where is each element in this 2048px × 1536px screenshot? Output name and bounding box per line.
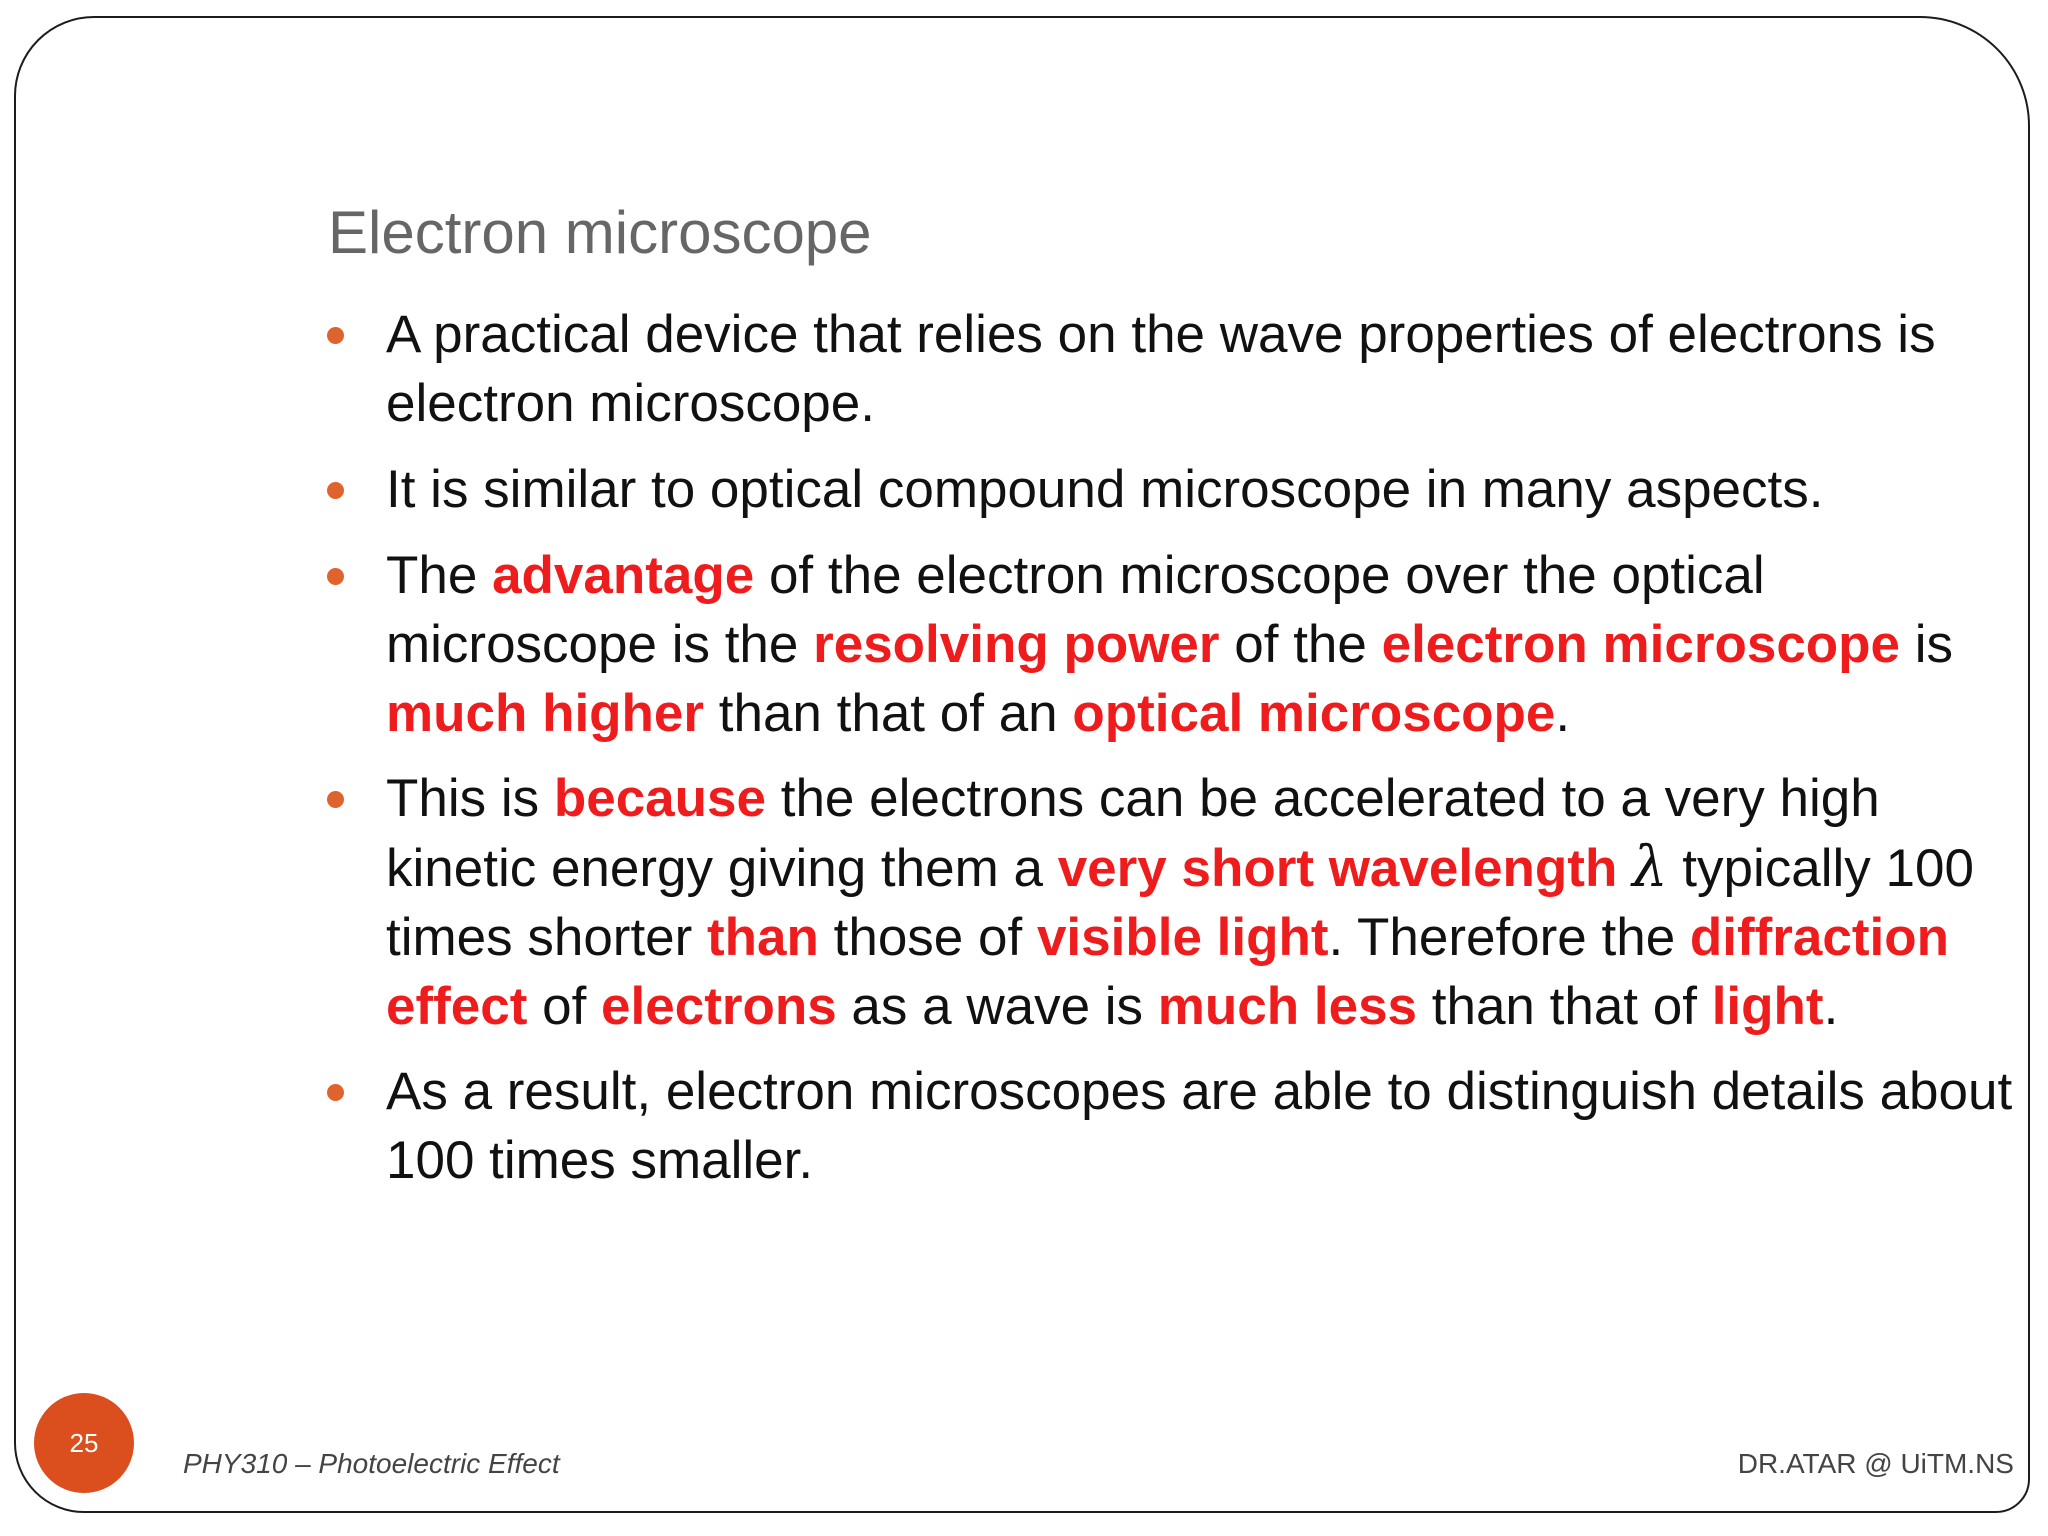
text-segment: than that of bbox=[1417, 977, 1712, 1036]
bullet-item bbox=[326, 1057, 2036, 1195]
highlight-text: much less bbox=[1157, 977, 1418, 1036]
bullet-text: As a result, electron microscopes are able to distinguish details about 100 times smaller. bbox=[386, 1062, 2013, 1190]
highlight-text: than bbox=[707, 908, 819, 967]
bullet-icon bbox=[327, 791, 344, 808]
lambda-symbol: λ bbox=[1632, 835, 1668, 900]
text-segment: . Therefore the bbox=[1328, 908, 1690, 967]
bullet-icon bbox=[327, 327, 344, 344]
highlight-text: visible light bbox=[1036, 908, 1329, 967]
text-segment: than that of an bbox=[704, 684, 1073, 743]
text-segment: is bbox=[1900, 615, 1954, 674]
highlight-text: advantage bbox=[492, 546, 755, 605]
text-segment: of the electron microscope over the optical microscope is the bbox=[386, 546, 1765, 674]
highlight-text: very short wavelength bbox=[1057, 839, 1618, 898]
bullet-text: It is similar to optical compound microscope in many aspects. bbox=[386, 460, 1824, 519]
highlight-text: because bbox=[553, 769, 766, 828]
text-segment: . bbox=[1555, 684, 1571, 743]
highlight-text: much higher bbox=[386, 684, 705, 743]
bullet-icon bbox=[327, 482, 344, 499]
highlight-text: optical microscope bbox=[1072, 684, 1556, 743]
slide-title: Electron microscope bbox=[328, 199, 872, 266]
footer-author: DR.ATAR @ UiTM.NS bbox=[1737, 1448, 2014, 1479]
bullet-icon bbox=[327, 1084, 344, 1101]
bullet-item bbox=[326, 455, 2036, 524]
bullet-item bbox=[326, 764, 2036, 1041]
bullet-text: A practical device that relies on the wave properties of electrons is electron microscope. bbox=[386, 305, 1936, 433]
highlight-text: electron microscope bbox=[1381, 615, 1901, 674]
bullet-item bbox=[326, 541, 2036, 748]
bullet-item bbox=[326, 300, 2036, 438]
bullet-list bbox=[326, 300, 2036, 1195]
text-segment: as a wave is bbox=[836, 977, 1158, 1036]
bullet-icon bbox=[327, 568, 344, 585]
footer-course-title: PHY310 – Photoelectric Effect bbox=[183, 1448, 560, 1479]
text-segment: those of bbox=[818, 908, 1037, 967]
highlight-text: light bbox=[1711, 977, 1824, 1036]
highlight-text: electrons bbox=[601, 977, 837, 1036]
highlight-text: diffraction effect bbox=[386, 908, 1950, 1036]
text-segment: The bbox=[386, 546, 493, 605]
text-segment: typically 100 times shorter bbox=[386, 839, 1974, 967]
text-segment: of bbox=[527, 977, 602, 1036]
text-segment bbox=[1617, 839, 1632, 898]
text-segment: This is bbox=[386, 769, 554, 828]
highlight-text: resolving power bbox=[813, 615, 1220, 674]
text-segment: . bbox=[1823, 977, 1839, 1036]
text-segment: of the bbox=[1219, 615, 1382, 674]
text-segment: the electrons can be accelerated to a very high kinetic energy giving them a bbox=[386, 769, 1880, 898]
page-number-badge: 25 bbox=[34, 1393, 134, 1493]
